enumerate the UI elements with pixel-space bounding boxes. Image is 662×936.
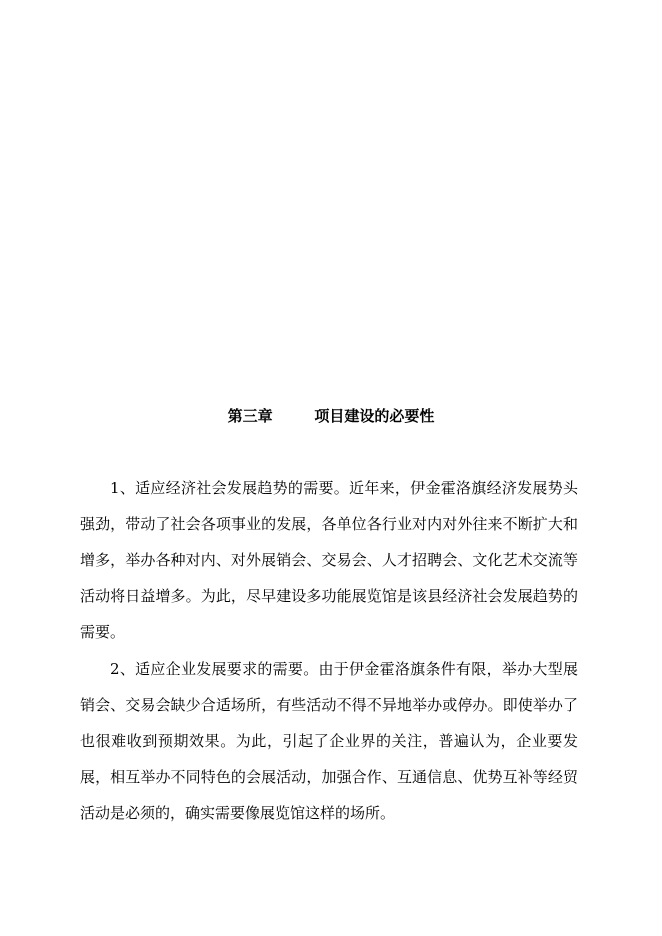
chapter-title: 项目建设的必要性 [314,407,435,425]
paragraph-2: 2、适应企业发展要求的需要。由于伊金霍洛旗条件有限，举办大型展销会、交易会缺少合适场所，有些活动不得不异地举办或停办。即使举办了也很难收到预期效果。为此，引起了企业界的关注，普遍认为，企业要发展，相互举办不同特色的会展活动，加强合作、互通信息、优势互补等经贸活动是必须的，确实需要像展览馆这样的场所。 [80,660,578,822]
paragraph-1: 1、适应经济社会发展趋势的需要。近年来，伊金霍洛旗经济发展势头强劲，带动了社会各项事业的发展，各单位各行业对内对外往来不断扩大和增多，举办各种对内、对外展销会、交易会、人才招聘会、文化艺术交流等活动将日益增多。为此，尽早建设多功能展览馆是该县经济社会发展趋势的需要。 [80,479,578,641]
chapter-number: 第三章 [227,407,273,425]
chapter-heading [0,404,662,428]
